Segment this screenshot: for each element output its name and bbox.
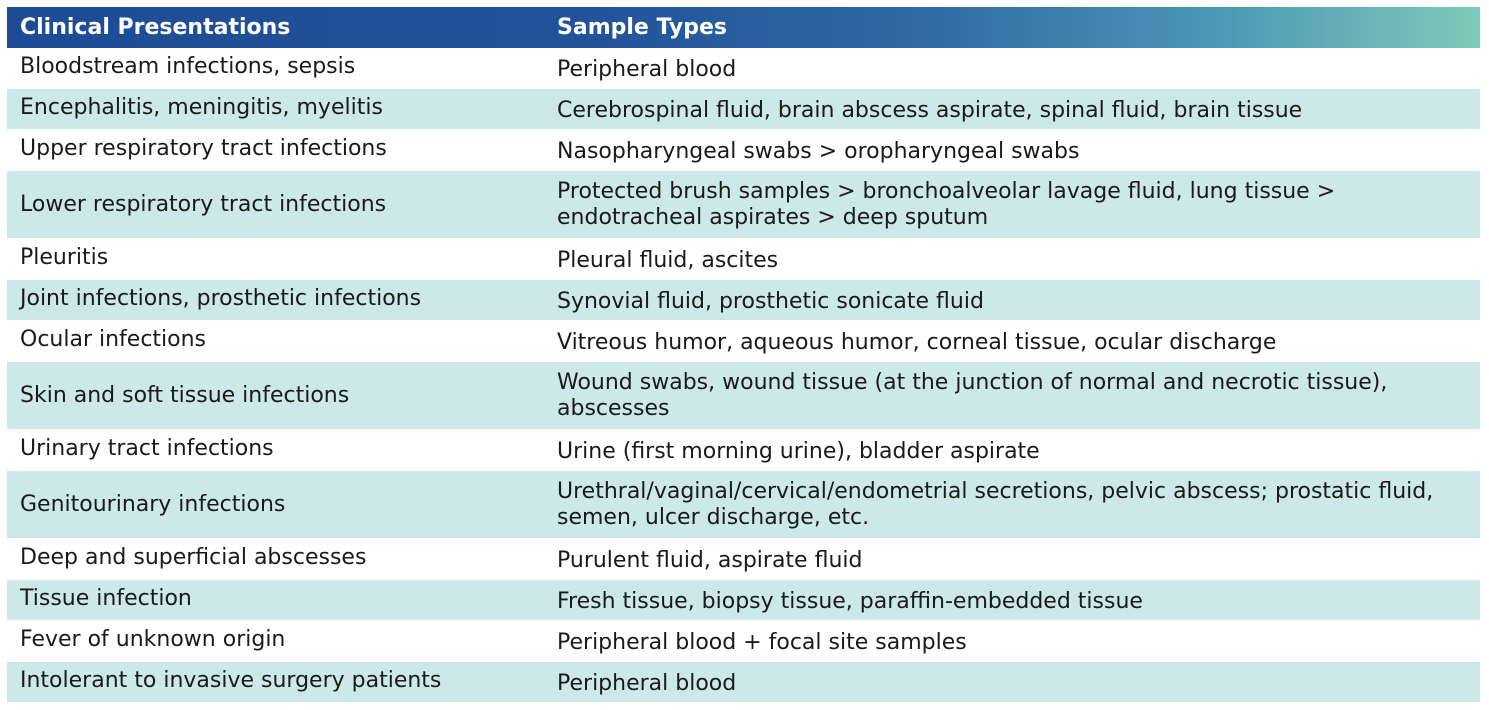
samples-cell: Purulent fluid, aspirate fluid <box>557 548 863 573</box>
table-row <box>7 321 1480 362</box>
presentation-cell: Lower respiratory tract infections <box>20 191 387 217</box>
presentation-cell: Encephalitis, meningitis, myelitis <box>20 95 383 120</box>
header-sample-types: Sample Types <box>557 15 727 40</box>
table-row <box>7 662 1480 703</box>
presentation-cell: Skin and soft tissue infections <box>20 382 350 408</box>
table-row <box>7 239 1480 280</box>
presentation-cell: Pleuritis <box>20 245 109 270</box>
samples-cell: Peripheral blood + focal site samples <box>557 630 967 655</box>
samples-cell: Peripheral blood <box>557 57 737 82</box>
table-row <box>7 280 1480 321</box>
table-row <box>7 130 1480 171</box>
table-row <box>7 171 1480 239</box>
table-row <box>7 539 1480 580</box>
samples-cell: Wound swabs, wound tissue (at the junction of normal and necrotic tissue), abscesses <box>557 369 1388 421</box>
presentation-cell: Genitourinary infections <box>20 491 286 517</box>
table-row <box>7 48 1480 89</box>
samples-cell: Urethral/vaginal/cervical/endometrial secretions, pelvic abscess; prostatic fluid, semen, ulcer discharge, etc. <box>557 478 1434 530</box>
presentation-cell: Urinary tract infections <box>20 436 274 461</box>
presentation-cell: Deep and superficial abscesses <box>20 545 367 570</box>
samples-cell: Fresh tissue, biopsy tissue, paraffin-embedded tissue <box>557 589 1143 614</box>
samples-cell: Pleural fluid, ascites <box>557 248 779 273</box>
samples-cell: Peripheral blood <box>557 671 737 696</box>
samples-cell: Synovial fluid, prosthetic sonicate fluid <box>557 289 984 314</box>
header-clinical-presentations: Clinical Presentations <box>20 15 291 40</box>
presentation-cell: Joint infections, prosthetic infections <box>20 286 422 311</box>
table-row <box>7 89 1480 130</box>
samples-cell: Cerebrospinal fluid, brain abscess aspirate, spinal fluid, brain tissue <box>557 98 1303 123</box>
presentation-cell: Upper respiratory tract infections <box>20 136 387 161</box>
table-row <box>7 430 1480 471</box>
samples-cell: Vitreous humor, aqueous humor, corneal tissue, ocular discharge <box>557 330 1277 355</box>
samples-cell: Nasopharyngeal swabs > oropharyngeal swabs <box>557 139 1080 164</box>
table-row <box>7 471 1480 539</box>
presentation-cell: Tissue infection <box>20 586 192 611</box>
table-row <box>7 580 1480 621</box>
table-row <box>7 362 1480 430</box>
presentation-cell: Fever of unknown origin <box>20 627 286 652</box>
table-row <box>7 621 1480 662</box>
presentation-cell: Intolerant to invasive surgery patients <box>20 668 442 693</box>
presentation-cell: Ocular infections <box>20 327 207 352</box>
samples-cell: Protected brush samples > bronchoalveolar lavage fluid, lung tissue > endotracheal aspirates > deep sputum <box>557 178 1336 230</box>
presentation-cell: Bloodstream infections, sepsis <box>20 54 356 79</box>
sample-types-table <box>7 7 1480 703</box>
samples-cell: Urine (first morning urine), bladder aspirate <box>557 439 1040 464</box>
table-header <box>7 7 1480 48</box>
